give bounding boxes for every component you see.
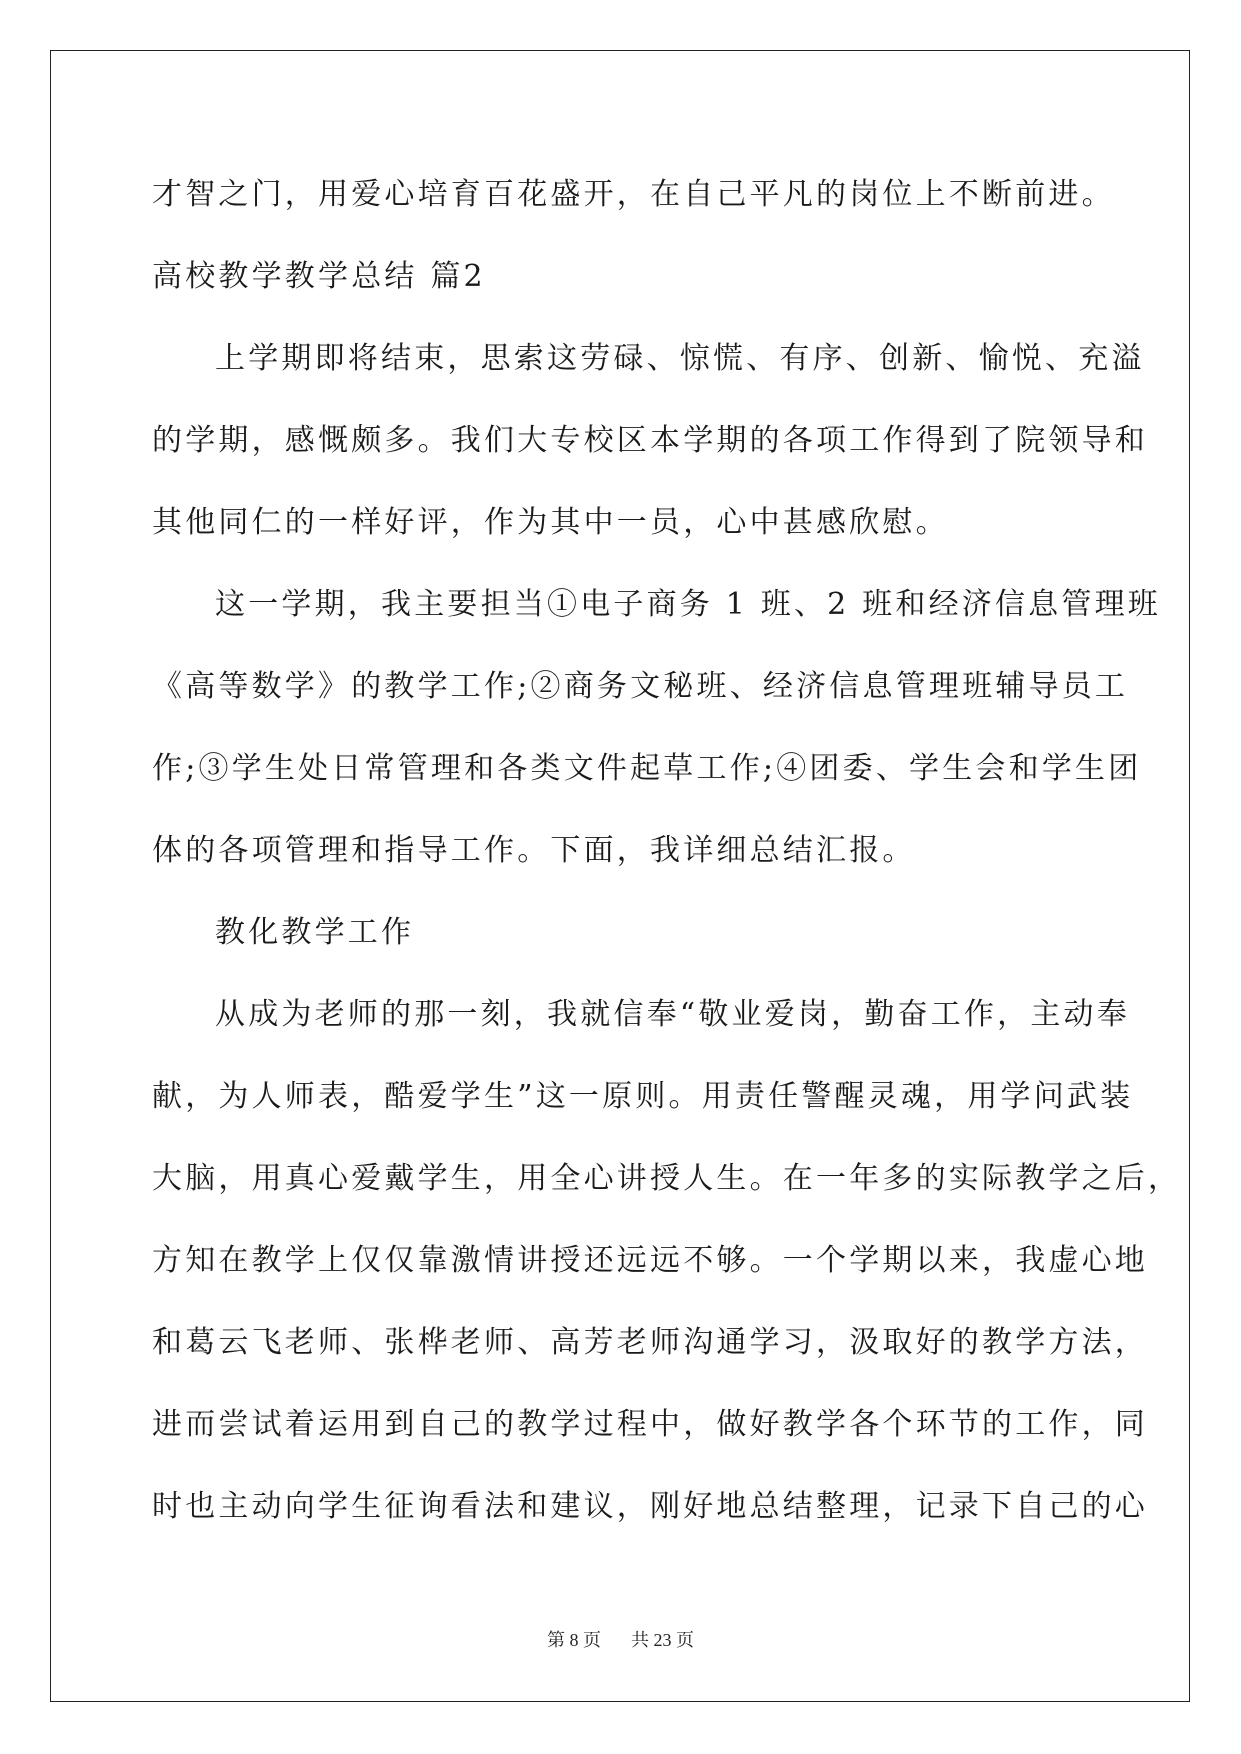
text-line: 大脑，用真心爱戴学生，用全心讲授人生。在一年多的实际教学之后， xyxy=(152,1161,1182,1196)
text-line: 这一学期，我主要担当①电子商务 1 班、2 班和经济信息管理班 xyxy=(215,587,1161,622)
text-line: 献，为人师表，酷爱学生”这一原则。用责任警醒灵魂，用学问武装 xyxy=(152,1079,1134,1114)
text-line: 的学期，感慨颇多。我们大专校区本学期的各项工作得到了院领导和 xyxy=(152,423,1148,458)
text-line: 《高等数学》的教学工作;②商务文秘班、经济信息管理班辅导员工 xyxy=(152,669,1129,704)
subheading: 教化教学工作 xyxy=(215,915,415,950)
page-number: 第 8 页 xyxy=(547,1630,601,1650)
text-line: 方知在教学上仅仅靠激情讲授还远远不够。一个学期以来，我虚心地 xyxy=(152,1243,1148,1278)
section-heading: 高校教学教学总结 篇2 xyxy=(152,259,486,294)
text-line: 体的各项管理和指导工作。下面，我详细总结汇报。 xyxy=(152,833,916,868)
text-line: 进而尝试着运用到自己的教学过程中，做好教学各个环节的工作，同 xyxy=(152,1407,1148,1442)
text-line: 其他同仁的一样好评，作为其中一员，心中甚感欣慰。 xyxy=(152,505,949,540)
text-line: 作;③学生处日常管理和各类文件起草工作;④团委、学生会和学生团 xyxy=(152,751,1142,786)
text-line: 时也主动向学生征询看法和建议，刚好地总结整理，记录下自己的心 xyxy=(152,1489,1148,1524)
text-line: 上学期即将结束，思索这劳碌、惊慌、有序、创新、愉悦、充溢 xyxy=(215,341,1145,376)
text-line: 才智之门，用爱心培育百花盛开，在自己平凡的岗位上不断前进。 xyxy=(152,177,1115,212)
page-footer xyxy=(0,1626,1241,1652)
text-line: 从成为老师的那一刻，我就信奉“敬业爱岗，勤奋工作，主动奉 xyxy=(215,997,1130,1032)
document-body xyxy=(152,160,1182,1554)
total-pages: 共 23 页 xyxy=(631,1630,694,1650)
text-line: 和葛云飞老师、张桦老师、高芳老师沟通学习，汲取好的教学方法， xyxy=(152,1325,1148,1360)
